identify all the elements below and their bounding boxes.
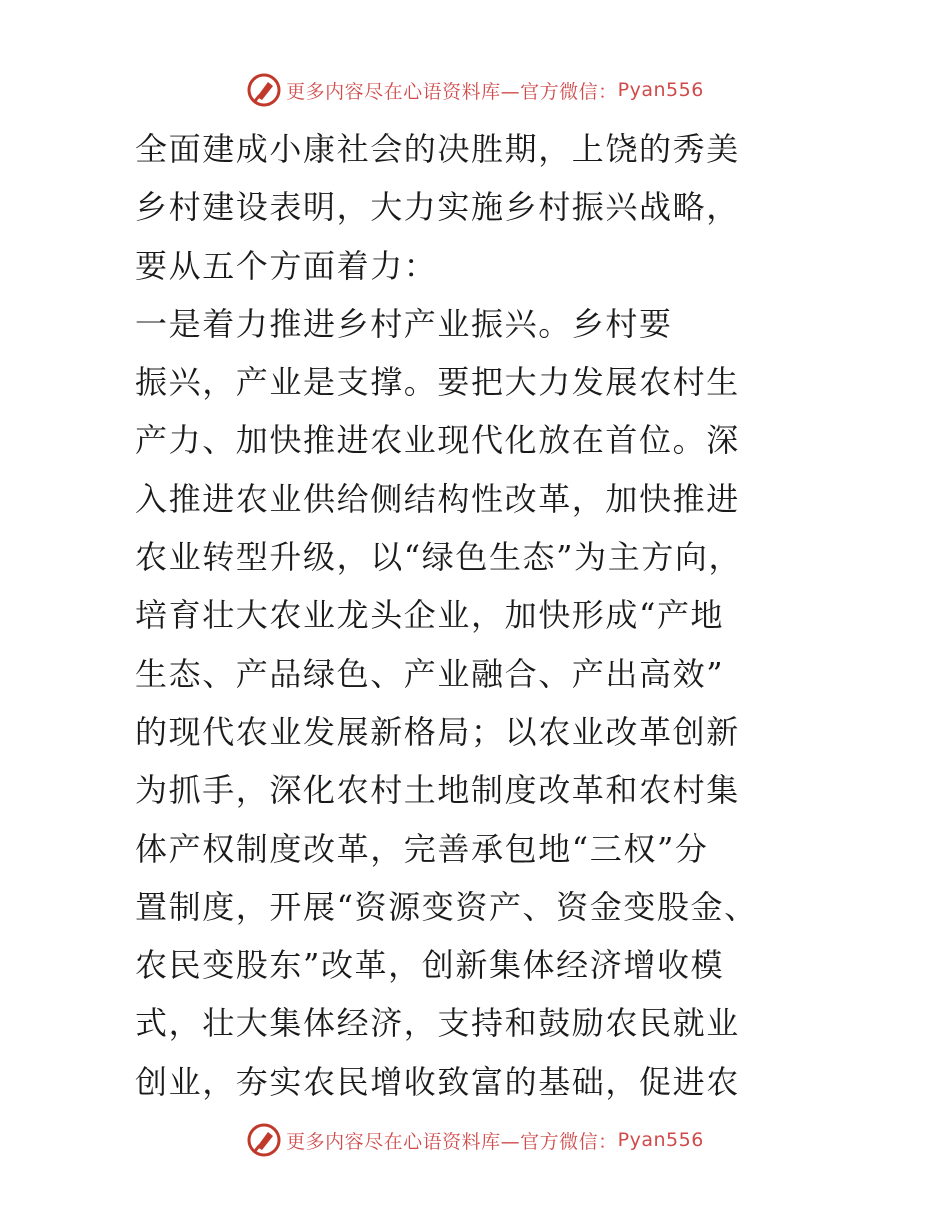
text-line: 振兴，产业是支撑。要把大力发展农村生 [135,363,740,402]
text-line: 农民变股东”改革，创新集体经济增收模 [135,946,725,985]
text-line: 置制度，开展“资源变资产、资金变股金、 [135,887,758,926]
text-line: 创业，夯实农民增收致富的基础，促进农 [135,1062,740,1101]
text-line: 全面建成小康社会的决胜期，上饶的秀美 [135,130,740,168]
text-line: 生态、产品绿色、产业融合、产出高效” [135,654,725,693]
text-line: 乡村建设表明，大力实施乡村振兴战略， [135,188,740,227]
footer-text: 更多内容尽在心语资料库—官方微信： [286,1130,618,1153]
header-banner [0,70,950,110]
footer-banner [0,1120,950,1160]
text-line: 为抓手，深化农村土地制度改革和农村集 [135,771,740,810]
header-text: 更多内容尽在心语资料库—官方微信： [286,80,618,103]
document-body [135,120,775,1111]
text-line: 体产权制度改革，完善承包地“三权”分 [135,829,709,868]
text-line: 式，壮大集体经济，支持和鼓励农民就业 [135,1004,740,1043]
footer-wechat-id: Pyan556 [617,1129,704,1151]
text-line: 产力、加快推进农业现代化放在首位。深 [135,421,740,460]
text-line: 的现代农业发展新格局；以农业改革创新 [135,712,740,751]
pen-nib-logo-icon [246,72,282,108]
header-wechat-id: Pyan556 [617,79,704,101]
text-line: 一是着力推进乡村产业振兴。乡村要 [135,304,673,343]
text-line: 农业转型升级，以“绿色生态”为主方向， [135,538,743,577]
pen-nib-logo-icon [246,1122,282,1158]
text-line: 要从五个方面着力： [135,246,438,285]
text-line: 入推进农业供给侧结构性改革，加快推进 [135,479,740,518]
text-line: 培育壮大农业龙头企业，加快形成“产地 [135,596,725,635]
